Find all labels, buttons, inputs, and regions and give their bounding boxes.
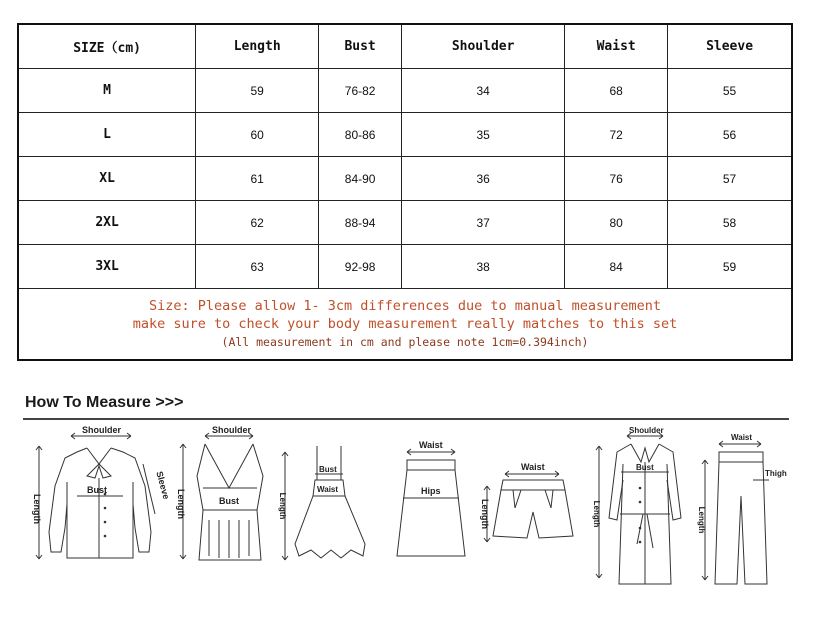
waist-label: Waist (317, 485, 339, 494)
length-label: Length (592, 500, 601, 528)
bust-cell: 80-86 (319, 113, 402, 157)
bust-cell: 92-98 (319, 245, 402, 289)
skirt-diagram (387, 424, 477, 610)
sleeve-cell: 55 (668, 69, 792, 113)
shoulder-label: Shoulder (629, 426, 664, 435)
waist-cell: 72 (565, 113, 668, 157)
waist-cell: 68 (565, 69, 668, 113)
length-label: Length (176, 489, 186, 519)
sleeve-cell: 56 (668, 113, 792, 157)
note-line-2: make sure to check your body measurement really matches to this set (132, 316, 678, 332)
header-waist: Waist (565, 24, 668, 69)
size-chart-table (17, 23, 793, 361)
trousers-diagram (693, 424, 789, 610)
length-cell: 61 (196, 157, 319, 201)
waist-label: Waist (419, 440, 443, 450)
coat-diagram (591, 424, 701, 610)
size-label: M (18, 69, 196, 113)
shoulder-label: Shoulder (212, 425, 252, 435)
shoulder-cell: 34 (402, 69, 565, 113)
header-sleeve: Sleeve (668, 24, 792, 69)
sleeve-cell: 58 (668, 201, 792, 245)
size-note-row (18, 289, 792, 361)
length-label: Length (480, 499, 490, 529)
length-cell: 59 (196, 69, 319, 113)
length-cell: 63 (196, 245, 319, 289)
bust-label: Bust (219, 496, 239, 506)
bust-cell: 88-94 (319, 201, 402, 245)
table-row (18, 245, 792, 289)
how-to-measure-title: How To Measure >>> (25, 394, 184, 411)
note-line-1: Size: Please allow 1- 3cm differences due to manual measurement (148, 298, 662, 314)
shoulder-label: Shoulder (82, 425, 122, 435)
size-label: L (18, 113, 196, 157)
camisole-diagram (175, 424, 275, 610)
note-line-3: (All measurement in cm and please note 1cm=0.394inch) (221, 335, 589, 349)
sleeve-cell: 57 (668, 157, 792, 201)
dress-diagram (277, 424, 377, 610)
shoulder-cell: 37 (402, 201, 565, 245)
size-label: XL (18, 157, 196, 201)
size-table-header-row (18, 24, 792, 69)
waist-cell: 80 (565, 201, 668, 245)
waist-label: Waist (521, 462, 545, 472)
size-label: 3XL (18, 245, 196, 289)
how-to-measure-panel (17, 382, 793, 610)
shoulder-cell: 38 (402, 245, 565, 289)
length-label: Length (697, 506, 706, 534)
length-label: Length (32, 494, 42, 524)
thigh-label: Thigh (765, 469, 787, 478)
waist-cell: 76 (565, 157, 668, 201)
table-row (18, 113, 792, 157)
length-cell: 60 (196, 113, 319, 157)
size-label: 2XL (18, 201, 196, 245)
bust-label: Bust (319, 465, 337, 474)
title-divider (23, 418, 789, 420)
hips-label: Hips (421, 486, 441, 496)
shorts-diagram (479, 424, 589, 610)
measurement-diagrams (17, 424, 793, 610)
bust-cell: 84-90 (319, 157, 402, 201)
bust-label: Bust (87, 485, 107, 495)
shoulder-cell: 35 (402, 113, 565, 157)
waist-cell: 84 (565, 245, 668, 289)
table-row (18, 157, 792, 201)
length-cell: 62 (196, 201, 319, 245)
header-bust: Bust (319, 24, 402, 69)
shoulder-cell: 36 (402, 157, 565, 201)
blouse-diagram (25, 424, 175, 610)
waist-label: Waist (731, 433, 753, 442)
sleeve-label: Sleeve (154, 470, 172, 501)
sleeve-cell: 59 (668, 245, 792, 289)
header-size: SIZE（cm) (18, 24, 196, 69)
header-length: Length (196, 24, 319, 69)
header-shoulder: Shoulder (402, 24, 565, 69)
table-row (18, 201, 792, 245)
bust-cell: 76-82 (319, 69, 402, 113)
table-row (18, 69, 792, 113)
bust-label: Bust (636, 463, 654, 472)
size-note (18, 289, 792, 361)
length-label: Length (278, 492, 287, 520)
